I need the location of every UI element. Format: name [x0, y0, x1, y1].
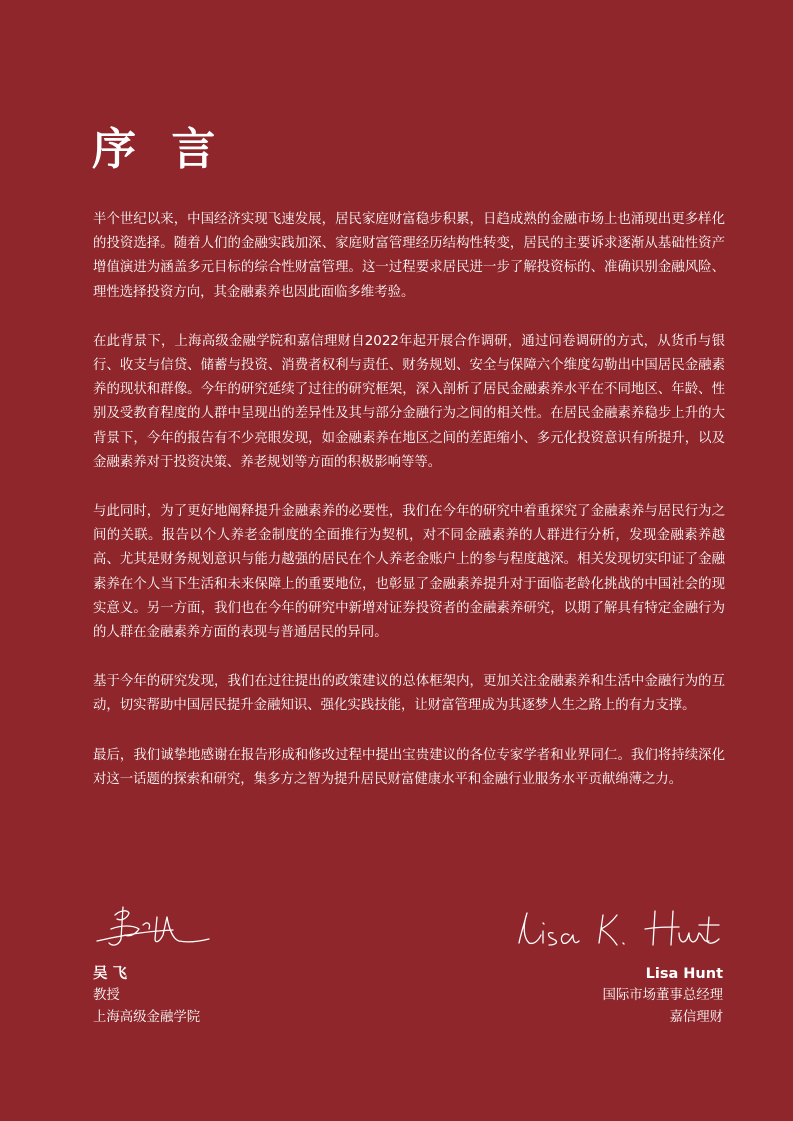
page-title: 序 言 — [92, 124, 226, 175]
handwritten-signature-image — [93, 895, 223, 955]
paragraph: 最后，我们诚挚地感谢在报告形成和修改过程中提出宝贵建议的各位专家学者和业界同仁。我们将持续深化对这一话题的探索和研究，集多方之智为提升居民财富健康水平和金融行业服务水平贡献绵薄之力。 — [93, 747, 725, 787]
preface-body — [93, 208, 725, 817]
signatory-organization: 上海高级金融学院 — [93, 1010, 201, 1025]
paragraph: 半个世纪以来，中国经济实现飞速发展，居民家庭财富稳步积累，日趋成熟的金融市场上也涌现出更多样化的投资选择。随着人们的金融实践加深、家庭财富管理经历结构性转变，居民的主要诉求逐渐从基础性资产增值演进为涵盖多元目标的综合性财富管理。这一过程要求居民进一步了解投资标的、准确识别金融风险、理性选择投资方向，其金融素养也因此面临多维考验。 — [93, 212, 725, 300]
handwritten-signature-image — [513, 895, 723, 955]
signatory-organization: 嘉信理财 — [669, 1010, 723, 1025]
paragraph: 在此背景下，上海高级金融学院和嘉信理财自2022年起开展合作调研，通过问卷调研的方式，从货币与银行、收支与信贷、储蓄与投资、消费者权利与责任、财务规划、安全与保障六个维度勾勒出中国居民金融素养的现状和群像。今年的研究延续了过往的研究框架，深入剖析了居民金融素养水平在不同地区、年龄、性别及受教育程度的人群中呈现出的差异性及其与部分金融行为之间的相关性。在居民金融素养稳步上升的大背景下，今年的报告有不少亮眼发现，如金融素养在地区之间的差距缩小、多元化投资意识有所提升，以及金融素养对于投资决策、养老规划等方面的积极影响等等。 — [93, 333, 725, 470]
signatory-title: 国际市场董事总经理 — [602, 988, 723, 1003]
paragraph: 与此同时，为了更好地阐释提升金融素养的必要性，我们在今年的研究中着重探究了金融素养与居民行为之间的关联。报告以个人养老金制度的全面推行为契机，对不同金融素养的人群进行分析，发现金融素养越高、尤其是财务规划意识与能力越强的居民在个人养老金账户上的参与程度越深。相关发现切实印证了金融素养在个人当下生活和未来保障上的重要地位，也彰显了金融素养提升对于面临老龄化挑战的中国社会的现实意义。另一方面，我们也在今年的研究中新增对证券投资者的金融素养研究，以期了解具有特定金融行为的人群在金融素养方面的表现与普通居民的异同。 — [93, 504, 725, 641]
signatory-name: 吴 飞 — [93, 966, 128, 982]
signature-block-right — [423, 895, 723, 1029]
signature-block-left — [93, 895, 373, 1029]
signatory-name: Lisa Hunt — [645, 966, 723, 982]
signatory-title: 教授 — [93, 988, 120, 1003]
paragraph: 基于今年的研究发现，我们在过往提出的政策建议的总体框架内，更加关注金融素养和生活中金融行为的互动，切实帮助中国居民提升金融知识、强化实践技能，让财富管理成为其逐梦人生之路上的有力支撑。 — [93, 674, 725, 714]
